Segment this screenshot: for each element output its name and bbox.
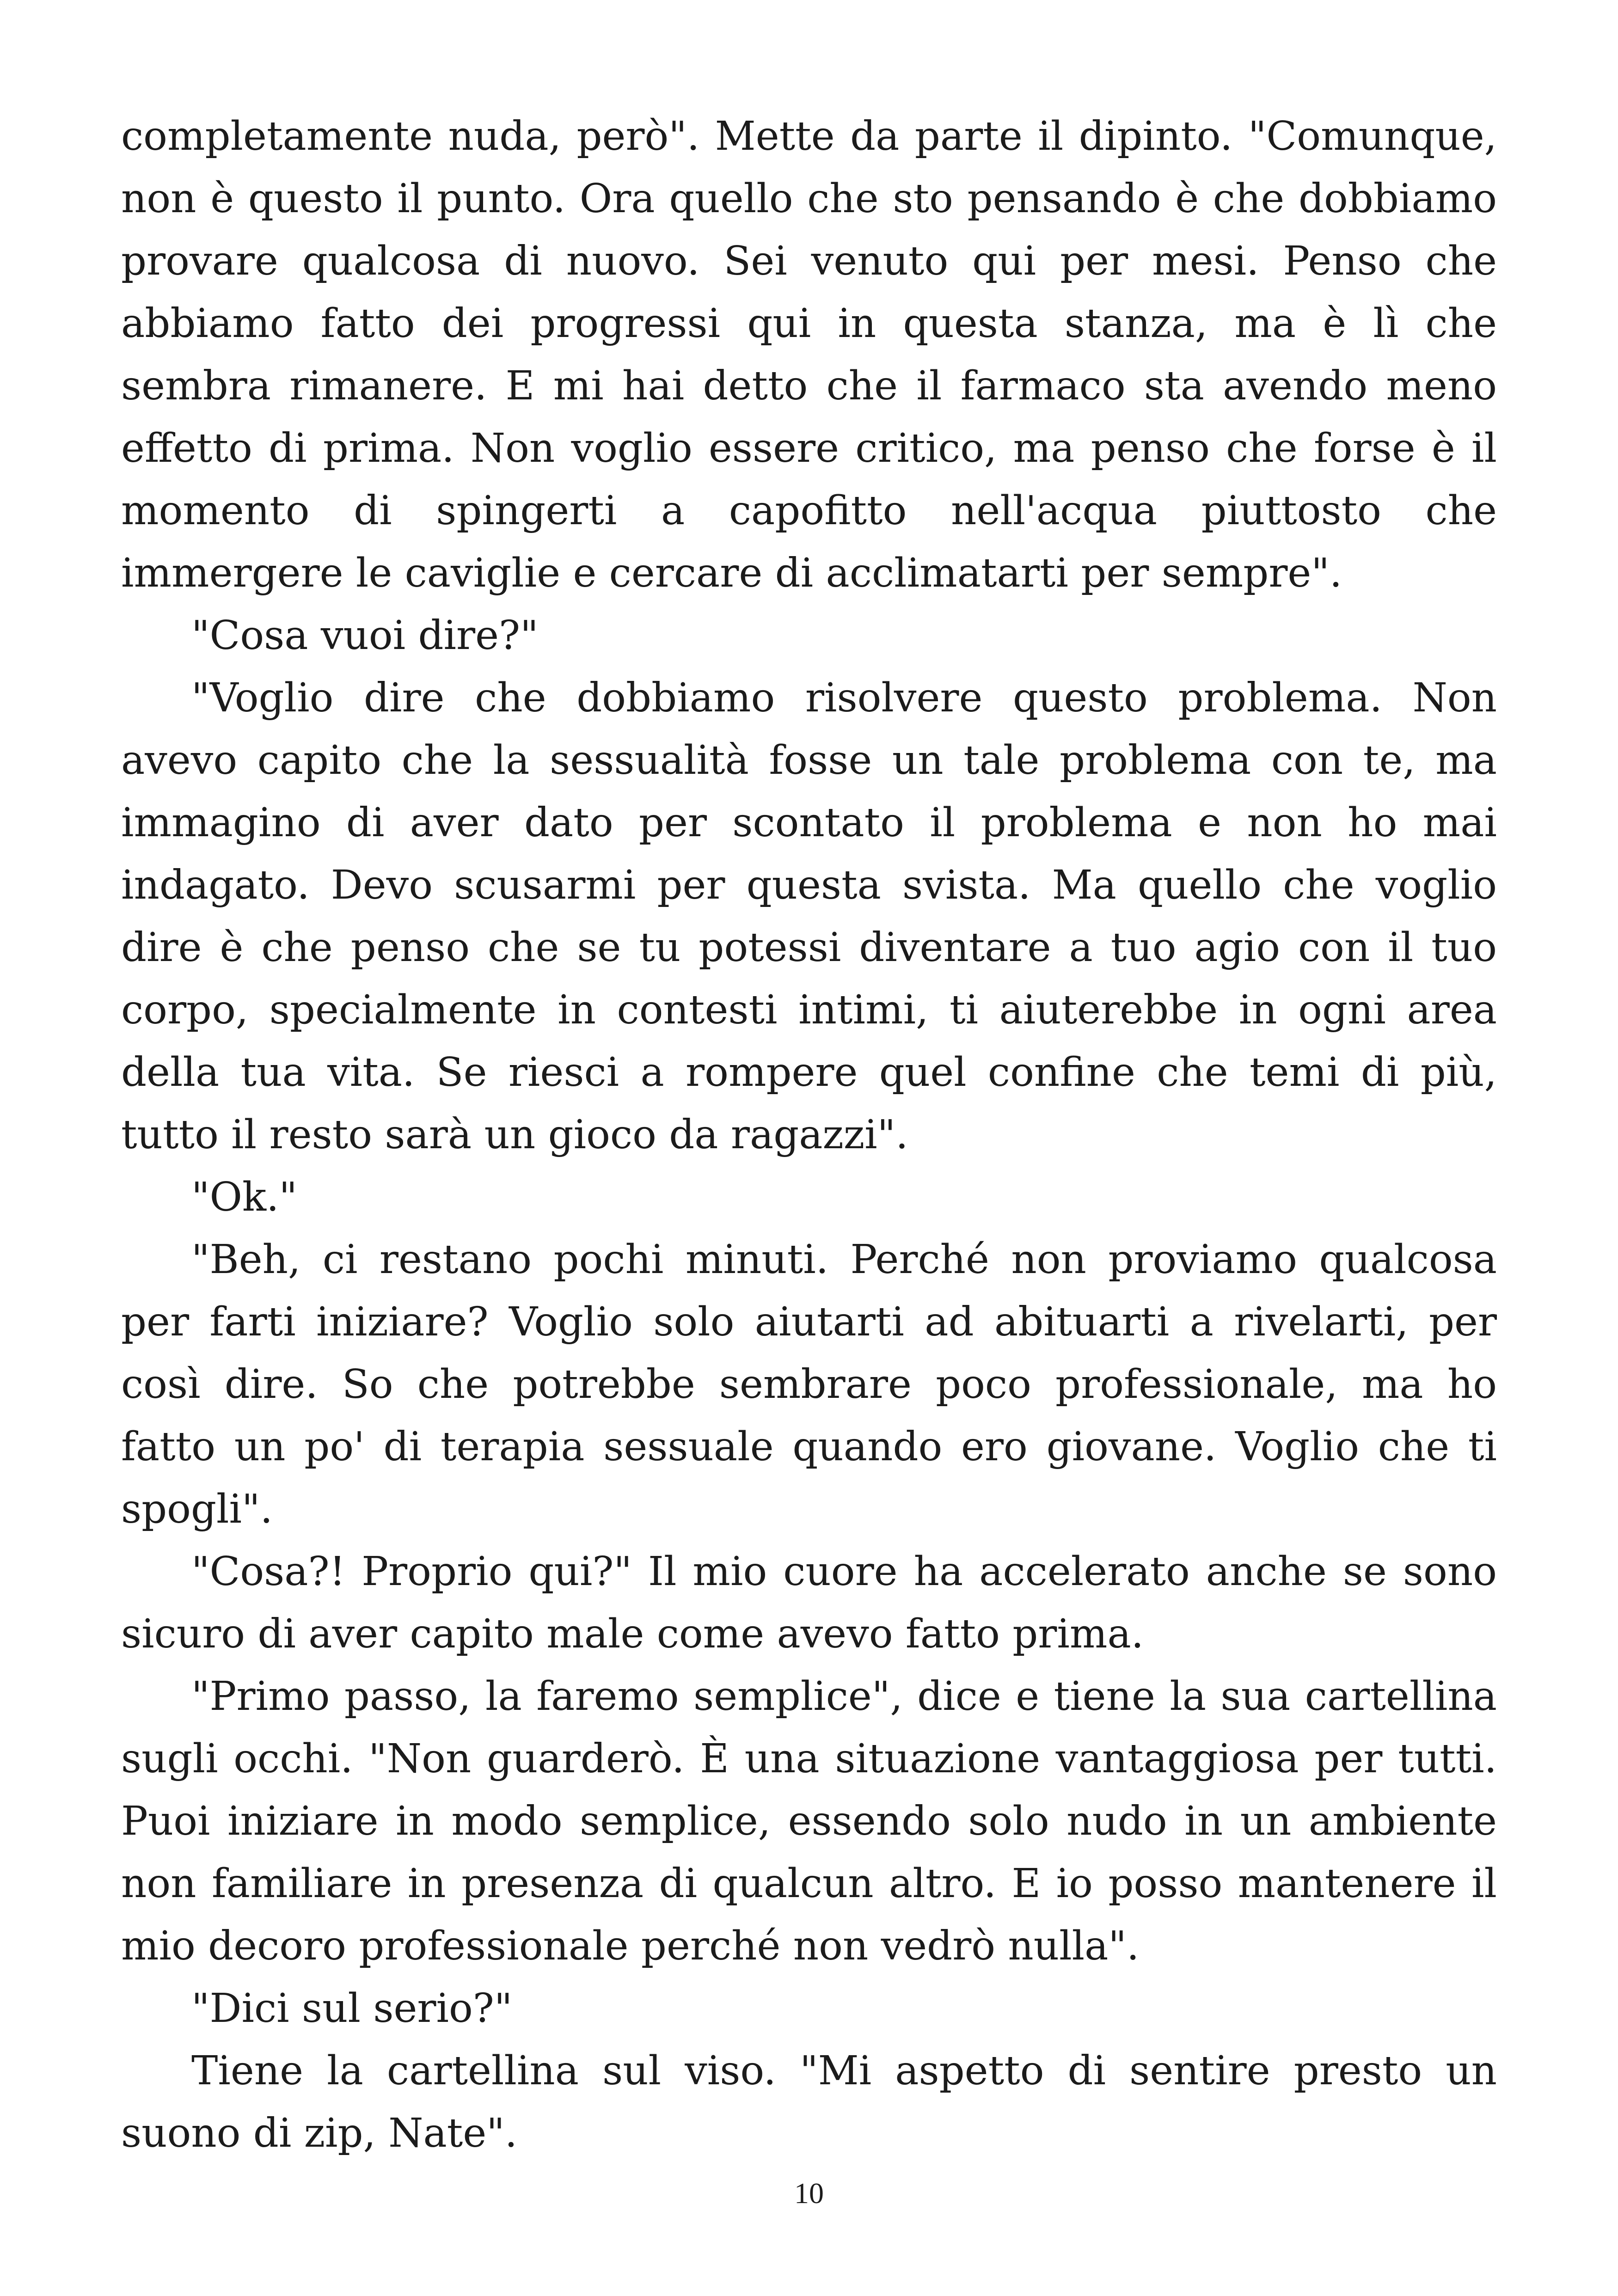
paragraph-9: Tiene la cartellina sul viso. "Mi aspetto di sentire presto un suono di zip, Nate".: [121, 2048, 1497, 2156]
paragraph-1: completamente nuda, però". Mette da parte il dipinto. "Comunque, non è questo il punto. Ora quello che sto pensando è che dobbiamo provare qualcosa di nuovo. Sei venuto qui per mesi. Penso che abbiamo fatto dei progressi qui in questa stanza, ma è lì che sembra rimanere. E mi hai detto che il farmaco sta avendo meno effetto di prima. Non voglio essere critico, ma penso che forse è il momento di spingerti a capofitto nell'acqua piuttosto che immergere le caviglie e cercare di acclimatarti per sempre".: [121, 113, 1497, 596]
paragraph-7: "Primo passo, la faremo semplice", dice e tiene la sua cartellina sugli occhi. "Non guarderò. È una situazione vantaggiosa per tutti. Puoi iniziare in modo semplice, essendo solo nudo in un ambiente non familiare in presenza di qualcun altro. E io posso mantenere il mio decoro professionale perché non vedrò nulla".: [121, 1673, 1497, 1969]
paragraph-5: "Beh, ci restano pochi minuti. Perché non proviamo qualcosa per farti iniziare? Voglio solo aiutarti ad abituarti a rivelarti, per così dire. So che potrebbe sembrare poco professionale, ma ho fatto un po' di terapia sessuale quando ero giovane. Voglio che ti spogli".: [121, 1237, 1497, 1532]
body-text: [121, 105, 1497, 2165]
paragraph-4: "Ok.": [191, 1174, 298, 1220]
paragraph-2: "Cosa vuoi dire?": [191, 612, 539, 659]
paragraph-6: "Cosa?! Proprio qui?" Il mio cuore ha accelerato anche se sono sicuro di aver capito male come avevo fatto prima.: [121, 1549, 1497, 1657]
paragraph-8: "Dici sul serio?": [191, 1985, 513, 2032]
paragraph-3: "Voglio dire che dobbiamo risolvere questo problema. Non avevo capito che la sessualità fosse un tale problema con te, ma immagino di aver dato per scontato il problema e non ho mai indagato. Devo scusarmi per questa svista. Ma quello che voglio dire è che penso che se tu potessi diventare a tuo agio con il tuo corpo, specialmente in contesti intimi, ti aiuterebbe in ogni area della tua vita. Se riesci a rompere quel confine che temi di più, tutto il resto sarà un gioco da ragazzi".: [121, 675, 1497, 1158]
page-number: 10: [794, 2177, 824, 2210]
